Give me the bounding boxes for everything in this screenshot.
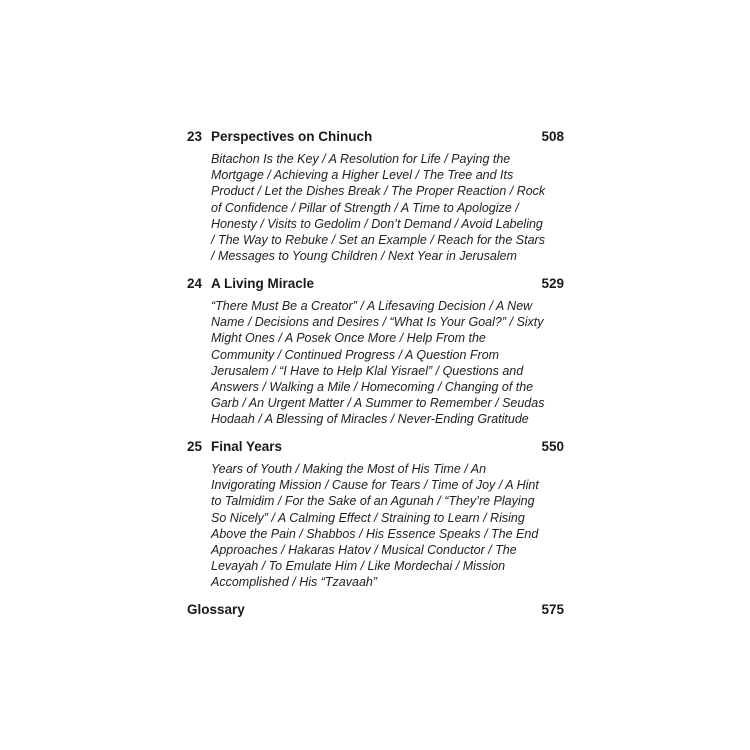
chapter-title: Final Years <box>211 439 283 454</box>
glossary-page-number: 575 <box>541 602 564 617</box>
chapter-page-number: 550 <box>541 439 564 454</box>
chapter-number: 23 <box>187 129 203 144</box>
chapter-page-number: 529 <box>541 276 564 291</box>
toc-entry-chapter-25 <box>187 437 564 591</box>
chapter-title: Perspectives on Chinuch <box>211 129 373 144</box>
toc-entry-chapter-23 <box>187 127 564 264</box>
toc-entry-glossary <box>187 600 564 620</box>
glossary-title: Glossary <box>187 602 245 617</box>
chapter-number: 24 <box>187 276 203 291</box>
chapter-heading <box>187 127 564 147</box>
chapter-page-number: 508 <box>541 129 564 144</box>
chapter-heading <box>187 274 564 294</box>
glossary-heading <box>187 600 564 620</box>
chapter-title: A Living Miracle <box>211 276 315 291</box>
chapter-section-list: Bitachon Is the Key / A Resolution for Life / Paying the Mortgage / Achieving a Higher Level / The Tree and Its Product / Let the Dishes Break / The Proper Reaction / Rock of Confidence / Pillar of Strength / A Time to Apologize / Honesty / Visits to Gedolim / Don’t Demand / Avoid Labeling / The Way to Rebuke / Set an Example / Reach for the Stars / Messages to Young Children / Next Year in Jerusalem <box>211 152 546 264</box>
chapter-number: 25 <box>187 439 203 454</box>
chapter-section-list: Years of Youth / Making the Most of His Time / An Invigorating Mission / Cause for Tears / Time of Joy / A Hint to Talmidim / For the Sake of an Agunah / “They’re Playing So Nicely” / A Calming Effect / Straining to Learn / Rising Above the Pain / Shabbos / His Essence Speaks / The End Approaches / Hakaras Hatov / Musical Conductor / The Levayah / To Emulate Him / Like Mordechai / Mission Accomplished / His “Tzavaah” <box>211 462 539 590</box>
toc-entry-chapter-24 <box>187 274 564 428</box>
chapter-section-list: “There Must Be a Creator” / A Lifesaving Decision / A New Name / Decisions and Desires / “What Is Your Goal?” / Sixty Might Ones / A Posek Once More / Help From the Community / Continued Progress / A Question From Jerusalem / “I Have to Help Klal Yisrael” / Questions and Answers / Walking a Mile / Homecoming / Changing of the Garb / An Urgent Matter / A Summer to Remember / Seudas Hodaah / A Blessing of Miracles / Never-Ending Gratitude <box>211 299 545 427</box>
chapter-heading <box>187 437 564 457</box>
